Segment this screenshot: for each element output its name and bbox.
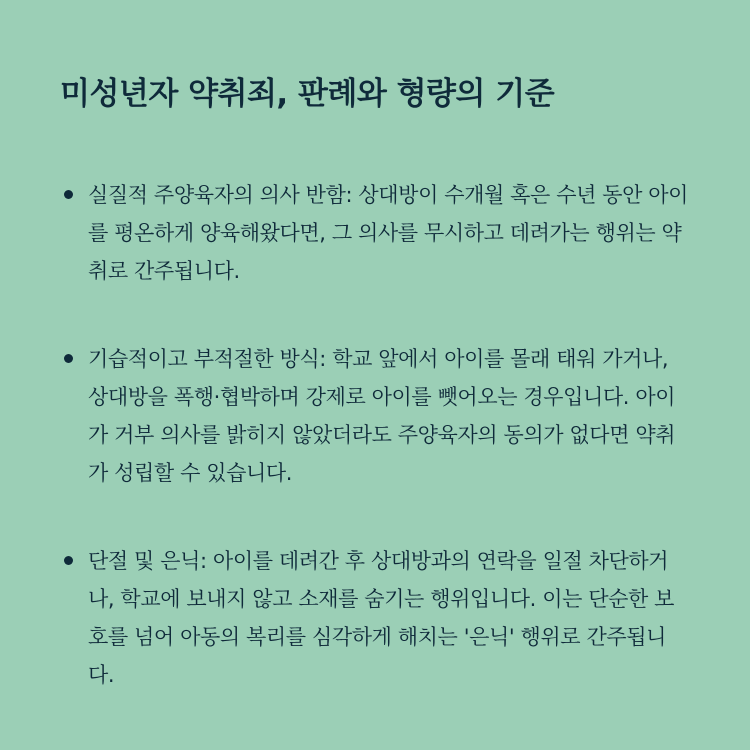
page-title: 미성년자 약취죄, 판례와 형량의 기준	[60, 76, 555, 112]
list-item	[60, 542, 690, 694]
list-item	[60, 340, 690, 492]
list-item-text: 단절 및 은닉: 아이를 데려간 후 상대방과의 연락을 일절 차단하거나, 학교에 보내지 않고 소재를 숨기는 행위입니다. 이는 단순한 보호를 넘어 아동의 복리를 심각하게 해치는 '은닉' 행위로 간주됩니다.	[88, 549, 675, 687]
bullet-icon	[64, 354, 73, 363]
bullet-icon	[64, 556, 73, 565]
list-item-text: 실질적 주양육자의 의사 반함: 상대방이 수개월 혹은 수년 동안 아이를 평온하게 양육해왔다면, 그 의사를 무시하고 데려가는 행위는 약취로 간주됩니다.	[88, 183, 689, 283]
list-item	[60, 176, 690, 290]
bullet-icon	[64, 190, 73, 199]
list-item-text: 기습적이고 부적절한 방식: 학교 앞에서 아이를 몰래 태워 가거나, 상대방을 폭행·협박하며 강제로 아이를 뺏어오는 경우입니다. 아이가 거부 의사를 밝히지 않았더라도 주양육자의 동의가 없다면 약취가 성립할 수 있습니다.	[88, 347, 676, 485]
bullet-list	[60, 176, 690, 694]
